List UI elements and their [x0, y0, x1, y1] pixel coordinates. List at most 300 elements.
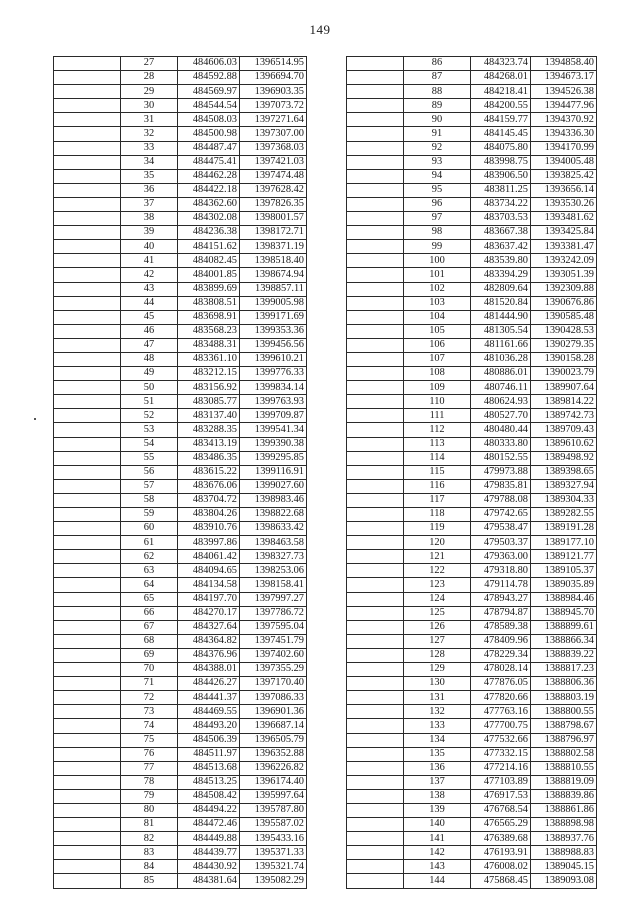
point-number-cell: 70	[121, 663, 178, 677]
y-coordinate-cell: 1388937.76	[531, 832, 597, 846]
table-row	[54, 395, 307, 409]
table-row	[347, 57, 597, 71]
x-coordinate-cell: 479835.81	[471, 479, 531, 493]
point-number-cell: 115	[404, 465, 471, 479]
empty-cell	[54, 663, 121, 677]
point-number-cell: 44	[121, 296, 178, 310]
empty-cell	[54, 451, 121, 465]
y-coordinate-cell: 1397355.29	[240, 663, 307, 677]
point-number-cell: 108	[404, 367, 471, 381]
empty-cell	[54, 747, 121, 761]
table-row	[54, 310, 307, 324]
x-coordinate-cell: 483910.76	[178, 522, 240, 536]
empty-cell	[347, 789, 404, 803]
empty-cell	[347, 818, 404, 832]
point-number-cell: 86	[404, 57, 471, 71]
point-number-cell: 39	[121, 226, 178, 240]
y-coordinate-cell: 1393242.09	[531, 254, 597, 268]
table-row	[347, 240, 597, 254]
y-coordinate-cell: 1399763.93	[240, 395, 307, 409]
x-coordinate-cell: 477820.66	[471, 691, 531, 705]
table-row	[347, 141, 597, 155]
table-row	[54, 634, 307, 648]
empty-cell	[54, 99, 121, 113]
point-number-cell: 60	[121, 522, 178, 536]
empty-cell	[347, 268, 404, 282]
empty-cell	[54, 226, 121, 240]
empty-cell	[54, 85, 121, 99]
point-number-cell: 105	[404, 324, 471, 338]
empty-cell	[54, 620, 121, 634]
y-coordinate-cell: 1395371.33	[240, 846, 307, 860]
point-number-cell: 139	[404, 803, 471, 817]
table-row	[347, 324, 597, 338]
x-coordinate-cell: 477876.05	[471, 677, 531, 691]
empty-cell	[347, 113, 404, 127]
y-coordinate-cell: 1388898.98	[531, 818, 597, 832]
y-coordinate-cell: 1388796.97	[531, 733, 597, 747]
y-coordinate-cell: 1399456.56	[240, 338, 307, 352]
y-coordinate-cell: 1399005.98	[240, 296, 307, 310]
x-coordinate-cell: 484268.01	[471, 71, 531, 85]
y-coordinate-cell: 1398253.06	[240, 564, 307, 578]
empty-cell	[54, 536, 121, 550]
y-coordinate-cell: 1389398.65	[531, 465, 597, 479]
y-coordinate-cell: 1389191.28	[531, 522, 597, 536]
x-coordinate-cell: 483486.35	[178, 451, 240, 465]
x-coordinate-cell: 484082.45	[178, 254, 240, 268]
empty-cell	[347, 451, 404, 465]
empty-cell	[347, 352, 404, 366]
y-coordinate-cell: 1389093.08	[531, 874, 597, 888]
table-row	[347, 493, 597, 507]
empty-cell	[347, 775, 404, 789]
point-number-cell: 109	[404, 381, 471, 395]
x-coordinate-cell: 483808.51	[178, 296, 240, 310]
point-number-cell: 135	[404, 747, 471, 761]
empty-cell	[347, 479, 404, 493]
x-coordinate-cell: 484472.46	[178, 818, 240, 832]
x-coordinate-cell: 484200.55	[471, 99, 531, 113]
y-coordinate-cell: 1389177.10	[531, 536, 597, 550]
point-number-cell: 57	[121, 479, 178, 493]
point-number-cell: 136	[404, 761, 471, 775]
y-coordinate-cell: 1388988.83	[531, 846, 597, 860]
y-coordinate-cell: 1390158.28	[531, 352, 597, 366]
point-number-cell: 144	[404, 874, 471, 888]
x-coordinate-cell: 477103.89	[471, 775, 531, 789]
table-row	[54, 465, 307, 479]
y-coordinate-cell: 1397826.35	[240, 197, 307, 211]
table-row	[347, 338, 597, 352]
empty-cell	[347, 465, 404, 479]
y-coordinate-cell: 1397307.00	[240, 127, 307, 141]
x-coordinate-cell: 478028.14	[471, 663, 531, 677]
point-number-cell: 80	[121, 803, 178, 817]
empty-cell	[347, 832, 404, 846]
x-coordinate-cell: 475868.45	[471, 874, 531, 888]
y-coordinate-cell: 1390676.86	[531, 296, 597, 310]
point-number-cell: 142	[404, 846, 471, 860]
empty-cell	[54, 268, 121, 282]
point-number-cell: 58	[121, 493, 178, 507]
point-number-cell: 36	[121, 183, 178, 197]
empty-cell	[347, 677, 404, 691]
empty-cell	[347, 508, 404, 522]
y-coordinate-cell: 1394526.38	[531, 85, 597, 99]
x-coordinate-cell: 478943.27	[471, 592, 531, 606]
empty-cell	[54, 381, 121, 395]
page-number: 149	[309, 22, 331, 37]
y-coordinate-cell: 1398518.40	[240, 254, 307, 268]
table-row	[54, 479, 307, 493]
x-coordinate-cell: 484569.97	[178, 85, 240, 99]
empty-cell	[347, 183, 404, 197]
y-coordinate-cell: 1397628.42	[240, 183, 307, 197]
x-coordinate-cell: 480746.11	[471, 381, 531, 395]
empty-cell	[347, 761, 404, 775]
empty-cell	[54, 395, 121, 409]
empty-cell	[347, 169, 404, 183]
table-row	[54, 803, 307, 817]
x-coordinate-cell: 484487.47	[178, 141, 240, 155]
y-coordinate-cell: 1396174.40	[240, 775, 307, 789]
empty-cell	[347, 155, 404, 169]
x-coordinate-cell: 484426.27	[178, 677, 240, 691]
x-coordinate-cell: 484500.98	[178, 127, 240, 141]
x-coordinate-cell: 476008.02	[471, 860, 531, 874]
x-coordinate-cell: 484381.64	[178, 874, 240, 888]
y-coordinate-cell: 1388945.70	[531, 606, 597, 620]
y-coordinate-cell: 1388866.34	[531, 634, 597, 648]
table-row	[54, 846, 307, 860]
point-number-cell: 65	[121, 592, 178, 606]
y-coordinate-cell: 1388798.67	[531, 719, 597, 733]
y-coordinate-cell: 1388800.55	[531, 705, 597, 719]
y-coordinate-cell: 1388819.09	[531, 775, 597, 789]
y-coordinate-cell: 1392309.88	[531, 282, 597, 296]
empty-cell	[54, 240, 121, 254]
empty-cell	[54, 691, 121, 705]
empty-cell	[347, 226, 404, 240]
x-coordinate-cell: 478794.87	[471, 606, 531, 620]
table-row	[347, 508, 597, 522]
point-number-cell: 143	[404, 860, 471, 874]
y-coordinate-cell: 1398633.42	[240, 522, 307, 536]
x-coordinate-cell: 484270.17	[178, 606, 240, 620]
empty-cell	[347, 296, 404, 310]
x-coordinate-cell: 481161.66	[471, 338, 531, 352]
empty-cell	[347, 522, 404, 536]
point-number-cell: 71	[121, 677, 178, 691]
point-number-cell: 89	[404, 99, 471, 113]
table-row	[347, 747, 597, 761]
point-number-cell: 132	[404, 705, 471, 719]
y-coordinate-cell: 1397073.72	[240, 99, 307, 113]
y-coordinate-cell: 1398674.94	[240, 268, 307, 282]
point-number-cell: 79	[121, 789, 178, 803]
table-row	[54, 212, 307, 226]
x-coordinate-cell: 483676.06	[178, 479, 240, 493]
table-row	[54, 832, 307, 846]
table-row	[347, 620, 597, 634]
table-row	[54, 226, 307, 240]
empty-cell	[347, 395, 404, 409]
empty-cell	[54, 578, 121, 592]
point-number-cell: 128	[404, 648, 471, 662]
point-number-cell: 82	[121, 832, 178, 846]
point-number-cell: 48	[121, 352, 178, 366]
y-coordinate-cell: 1395787.80	[240, 803, 307, 817]
x-coordinate-cell: 480480.44	[471, 423, 531, 437]
empty-cell	[347, 648, 404, 662]
point-number-cell: 95	[404, 183, 471, 197]
point-number-cell: 134	[404, 733, 471, 747]
table-row	[54, 789, 307, 803]
x-coordinate-cell: 481444.90	[471, 310, 531, 324]
point-number-cell: 96	[404, 197, 471, 211]
table-row	[54, 648, 307, 662]
x-coordinate-cell: 483734.22	[471, 197, 531, 211]
x-coordinate-cell: 483811.25	[471, 183, 531, 197]
x-coordinate-cell: 480152.55	[471, 451, 531, 465]
coordinate-table-left	[53, 56, 307, 889]
y-coordinate-cell: 1389907.64	[531, 381, 597, 395]
table-row	[54, 197, 307, 211]
empty-cell	[347, 85, 404, 99]
table-row	[54, 381, 307, 395]
y-coordinate-cell: 1398822.68	[240, 508, 307, 522]
table-row	[347, 761, 597, 775]
x-coordinate-cell: 484197.70	[178, 592, 240, 606]
point-number-cell: 33	[121, 141, 178, 155]
point-number-cell: 76	[121, 747, 178, 761]
empty-cell	[54, 592, 121, 606]
point-number-cell: 121	[404, 550, 471, 564]
point-number-cell: 27	[121, 57, 178, 71]
x-coordinate-cell: 484094.65	[178, 564, 240, 578]
point-number-cell: 47	[121, 338, 178, 352]
empty-cell	[347, 860, 404, 874]
y-coordinate-cell: 1399610.21	[240, 352, 307, 366]
y-coordinate-cell: 1394673.17	[531, 71, 597, 85]
x-coordinate-cell: 484508.42	[178, 789, 240, 803]
table-row	[54, 522, 307, 536]
point-number-cell: 43	[121, 282, 178, 296]
empty-cell	[54, 212, 121, 226]
x-coordinate-cell: 483698.91	[178, 310, 240, 324]
point-number-cell: 34	[121, 155, 178, 169]
y-coordinate-cell: 1396352.88	[240, 747, 307, 761]
x-coordinate-cell: 478229.34	[471, 648, 531, 662]
table-row	[347, 465, 597, 479]
table-row	[54, 691, 307, 705]
table-row	[54, 451, 307, 465]
table-row	[54, 493, 307, 507]
table-row	[54, 423, 307, 437]
x-coordinate-cell: 483212.15	[178, 367, 240, 381]
x-coordinate-cell: 483615.22	[178, 465, 240, 479]
empty-cell	[54, 282, 121, 296]
empty-cell	[54, 761, 121, 775]
scan-mark	[34, 418, 36, 420]
y-coordinate-cell: 1389304.33	[531, 493, 597, 507]
y-coordinate-cell: 1399171.69	[240, 310, 307, 324]
point-number-cell: 88	[404, 85, 471, 99]
table-row	[54, 705, 307, 719]
table-row	[54, 367, 307, 381]
y-coordinate-cell: 1393425.84	[531, 226, 597, 240]
point-number-cell: 125	[404, 606, 471, 620]
y-coordinate-cell: 1397170.40	[240, 677, 307, 691]
point-number-cell: 49	[121, 367, 178, 381]
empty-cell	[347, 747, 404, 761]
coordinate-table-right	[346, 56, 597, 889]
table-row	[347, 451, 597, 465]
empty-cell	[54, 465, 121, 479]
table-row	[347, 818, 597, 832]
empty-cell	[347, 310, 404, 324]
x-coordinate-cell: 479788.08	[471, 493, 531, 507]
empty-cell	[54, 409, 121, 423]
x-coordinate-cell: 481305.54	[471, 324, 531, 338]
point-number-cell: 38	[121, 212, 178, 226]
empty-cell	[54, 127, 121, 141]
empty-cell	[54, 183, 121, 197]
y-coordinate-cell: 1397451.79	[240, 634, 307, 648]
x-coordinate-cell: 482809.64	[471, 282, 531, 296]
point-number-cell: 97	[404, 212, 471, 226]
point-number-cell: 62	[121, 550, 178, 564]
table-row	[54, 606, 307, 620]
x-coordinate-cell: 483085.77	[178, 395, 240, 409]
table-row	[347, 789, 597, 803]
x-coordinate-cell: 480886.01	[471, 367, 531, 381]
point-number-cell: 37	[121, 197, 178, 211]
point-number-cell: 104	[404, 310, 471, 324]
table-row	[347, 409, 597, 423]
table-row	[54, 99, 307, 113]
y-coordinate-cell: 1399776.33	[240, 367, 307, 381]
y-coordinate-cell: 1397086.33	[240, 691, 307, 705]
empty-cell	[347, 846, 404, 860]
point-number-cell: 83	[121, 846, 178, 860]
x-coordinate-cell: 481036.28	[471, 352, 531, 366]
table-row	[54, 183, 307, 197]
y-coordinate-cell: 1389121.77	[531, 550, 597, 564]
point-number-cell: 78	[121, 775, 178, 789]
empty-cell	[54, 846, 121, 860]
empty-cell	[347, 803, 404, 817]
x-coordinate-cell: 483394.29	[471, 268, 531, 282]
x-coordinate-cell: 484511.97	[178, 747, 240, 761]
x-coordinate-cell: 480624.93	[471, 395, 531, 409]
point-number-cell: 117	[404, 493, 471, 507]
y-coordinate-cell: 1396505.79	[240, 733, 307, 747]
x-coordinate-cell: 484513.25	[178, 775, 240, 789]
table-row	[54, 352, 307, 366]
x-coordinate-cell: 484218.41	[471, 85, 531, 99]
empty-cell	[347, 705, 404, 719]
y-coordinate-cell: 1398983.46	[240, 493, 307, 507]
table-row	[347, 606, 597, 620]
empty-cell	[347, 578, 404, 592]
empty-cell	[54, 437, 121, 451]
table-row	[347, 536, 597, 550]
table-row	[347, 578, 597, 592]
empty-cell	[347, 99, 404, 113]
x-coordinate-cell: 476565.29	[471, 818, 531, 832]
empty-cell	[54, 789, 121, 803]
x-coordinate-cell: 483288.35	[178, 423, 240, 437]
table-row	[347, 803, 597, 817]
x-coordinate-cell: 484134.58	[178, 578, 240, 592]
empty-cell	[347, 592, 404, 606]
x-coordinate-cell: 484061.42	[178, 550, 240, 564]
y-coordinate-cell: 1399027.60	[240, 479, 307, 493]
empty-cell	[54, 860, 121, 874]
x-coordinate-cell: 483413.19	[178, 437, 240, 451]
x-coordinate-cell: 476768.54	[471, 803, 531, 817]
x-coordinate-cell: 483997.86	[178, 536, 240, 550]
empty-cell	[54, 254, 121, 268]
point-number-cell: 130	[404, 677, 471, 691]
table-row	[347, 127, 597, 141]
point-number-cell: 93	[404, 155, 471, 169]
y-coordinate-cell: 1388839.22	[531, 648, 597, 662]
point-number-cell: 28	[121, 71, 178, 85]
table-row	[347, 282, 597, 296]
table-row	[347, 634, 597, 648]
x-coordinate-cell: 484075.80	[471, 141, 531, 155]
empty-cell	[347, 663, 404, 677]
point-number-cell: 55	[121, 451, 178, 465]
empty-cell	[347, 338, 404, 352]
point-number-cell: 99	[404, 240, 471, 254]
empty-cell	[347, 493, 404, 507]
x-coordinate-cell: 477700.75	[471, 719, 531, 733]
x-coordinate-cell: 484159.77	[471, 113, 531, 127]
table-row	[347, 775, 597, 789]
y-coordinate-cell: 1398158.41	[240, 578, 307, 592]
x-coordinate-cell: 484506.39	[178, 733, 240, 747]
y-coordinate-cell: 1388810.55	[531, 761, 597, 775]
y-coordinate-cell: 1390428.53	[531, 324, 597, 338]
table-row	[347, 550, 597, 564]
x-coordinate-cell: 484302.08	[178, 212, 240, 226]
y-coordinate-cell: 1389610.62	[531, 437, 597, 451]
empty-cell	[54, 803, 121, 817]
y-coordinate-cell: 1394477.96	[531, 99, 597, 113]
y-coordinate-cell: 1398172.71	[240, 226, 307, 240]
empty-cell	[347, 141, 404, 155]
empty-cell	[347, 57, 404, 71]
y-coordinate-cell: 1393656.14	[531, 183, 597, 197]
empty-cell	[54, 310, 121, 324]
y-coordinate-cell: 1397402.60	[240, 648, 307, 662]
table-row	[347, 395, 597, 409]
empty-cell	[347, 719, 404, 733]
empty-cell	[347, 240, 404, 254]
point-number-cell: 140	[404, 818, 471, 832]
table-row	[54, 409, 307, 423]
x-coordinate-cell: 483703.53	[471, 212, 531, 226]
table-row	[347, 155, 597, 169]
y-coordinate-cell: 1398371.19	[240, 240, 307, 254]
y-coordinate-cell: 1394170.99	[531, 141, 597, 155]
empty-cell	[54, 57, 121, 71]
table-row	[54, 677, 307, 691]
